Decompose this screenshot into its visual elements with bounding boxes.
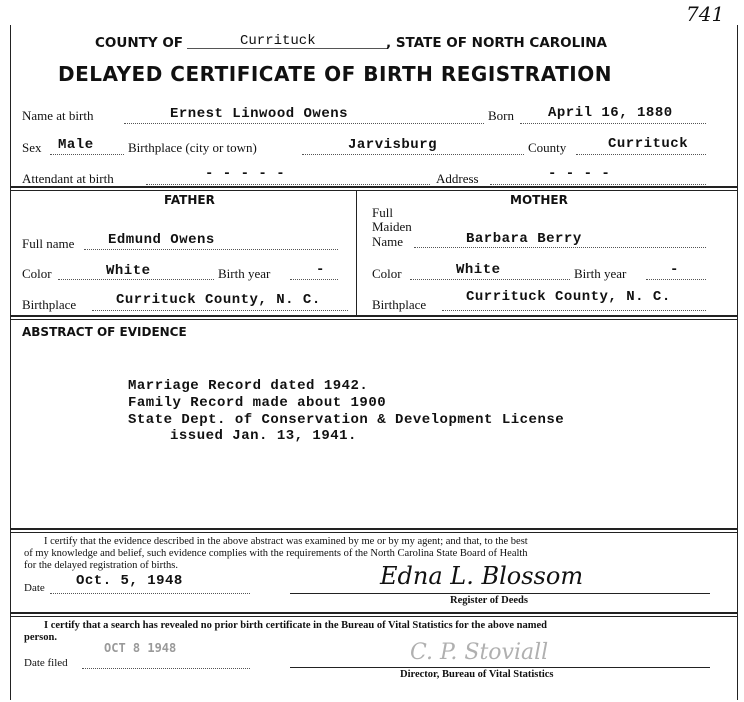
mother-birthplace-label: Birthplace — [372, 297, 427, 312]
mother-birthplace-value: Currituck County, N. C. — [466, 289, 671, 305]
director-signature: C. P. Stoviall — [410, 640, 549, 665]
attendant-value: - - - - - — [205, 166, 286, 182]
evidence-line: State Dept. of Conservation & Development License — [128, 412, 565, 428]
certification-text: I certify that the evidence described in the above abstract was examined by me or by my agent; and that, to the best — [44, 536, 528, 547]
birthplace-label: Birthplace (city or town) — [128, 140, 257, 155]
born-label: Born — [488, 108, 514, 123]
father-name-value: Edmund Owens — [108, 232, 215, 248]
address-label: Address — [436, 171, 479, 186]
date-filed-label: Date filed — [24, 657, 68, 669]
father-color-label: Color — [22, 266, 52, 281]
attendant-label: Attendant at birth — [22, 171, 114, 186]
mother-name-label-full: Full — [372, 205, 393, 220]
evidence-line: Marriage Record dated 1942. — [128, 378, 369, 394]
address-value: - - - - — [548, 166, 611, 182]
father-birth-year-value: - — [316, 262, 325, 278]
certification-text: for the delayed registration of births. — [24, 560, 178, 571]
father-birthplace-label: Birthplace — [22, 297, 77, 312]
director-title: Director, Bureau of Vital Statistics — [400, 669, 554, 680]
name-at-birth-label: Name at birth — [22, 108, 94, 123]
father-birth-year-label: Birth year — [218, 266, 271, 281]
evidence-line: Family Record made about 1900 — [128, 395, 387, 411]
county-value: Currituck — [240, 33, 316, 49]
page-number: 741 — [686, 2, 725, 26]
father-color-value: White — [106, 263, 151, 279]
county-label: COUNTY OF — [95, 35, 184, 51]
child-county-value: Currituck — [608, 136, 689, 152]
search-text: I certify that a search has revealed no prior birth certificate in the Bureau of Vital Statistics for the above named — [44, 620, 547, 631]
date-filed-stamp: OCT 8 1948 — [104, 641, 177, 655]
name-at-birth-value: Ernest Linwood Owens — [170, 106, 349, 122]
search-text: person. — [24, 632, 57, 643]
mother-name-label-maiden: Maiden — [372, 219, 412, 234]
certification-text: of my knowledge and belief, such evidence complies with the requirements of the North Carolina State Board of Health — [24, 548, 528, 559]
evidence-line: issued Jan. 13, 1941. — [170, 428, 357, 444]
mother-color-label: Color — [372, 266, 402, 281]
mother-birth-year-label: Birth year — [574, 266, 627, 281]
father-name-label: Full name — [22, 236, 75, 251]
sex-label: Sex — [22, 140, 42, 155]
born-value: April 16, 1880 — [548, 105, 673, 121]
register-title: Register of Deeds — [450, 595, 528, 606]
evidence-heading: ABSTRACT OF EVIDENCE — [22, 325, 187, 339]
father-heading: FATHER — [164, 193, 215, 207]
child-county-label: County — [528, 140, 567, 155]
mother-name-value: Barbara Berry — [466, 231, 582, 247]
mother-birth-year-value: - — [670, 262, 679, 278]
certificate-border — [10, 25, 738, 700]
mother-heading: MOTHER — [510, 193, 568, 207]
certification-date-value: Oct. 5, 1948 — [76, 573, 183, 589]
father-birthplace-value: Currituck County, N. C. — [116, 292, 321, 308]
sex-value: Male — [58, 137, 94, 153]
birthplace-value: Jarvisburg — [348, 137, 438, 153]
mother-name-label-name: Name — [372, 234, 404, 249]
certificate-title: DELAYED CERTIFICATE OF BIRTH REGISTRATION — [58, 62, 612, 86]
register-signature: Edna L. Blossom — [380, 562, 584, 590]
state-label: , STATE OF NORTH CAROLINA — [386, 35, 608, 51]
mother-color-value: White — [456, 262, 501, 278]
certification-date-label: Date — [24, 582, 45, 594]
